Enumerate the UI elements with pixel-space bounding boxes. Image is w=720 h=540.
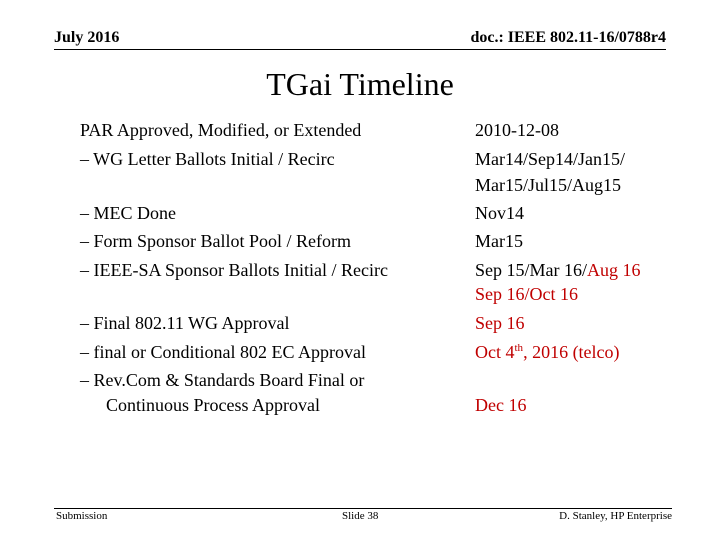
slide-title: TGai Timeline [266, 66, 454, 102]
date-ec-suffix: th [514, 342, 524, 354]
header-date: July 2016 [54, 29, 120, 46]
footer-author: D. Stanley, HP Enterprise [559, 510, 672, 522]
footer-rule [54, 508, 672, 509]
date-par: 2010-12-08 [475, 120, 559, 140]
header-doc-id: doc.: IEEE 802.11-16/0788r4 [470, 29, 666, 46]
date-sa-ballots-new: Aug 16 [587, 260, 641, 280]
footer-submission: Submission [56, 510, 108, 522]
item-pool: – Form Sponsor Ballot Pool / Reform [80, 231, 352, 251]
date-sa-ballots-done: Sep 15/Mar 16/ [475, 260, 587, 280]
footer-slide-number: Slide 38 [342, 510, 379, 522]
date-wg-ballots-cont: Mar15/Jul15/Aug15 [475, 175, 621, 195]
date-wg-final: Sep 16 [475, 313, 525, 333]
item-wg-final: – Final 802.11 WG Approval [80, 313, 290, 333]
date-ec-approval [475, 339, 620, 365]
item-mec: – MEC Done [80, 203, 176, 223]
item-sa-ballots: – IEEE-SA Sponsor Ballots Initial / Recirc [80, 260, 388, 280]
date-sa-ballots-cont: Sep 16/Oct 16 [475, 284, 578, 304]
item-revcom-cont: Continuous Process Approval [106, 395, 320, 415]
date-sa-ballots [475, 257, 641, 283]
header-rule [54, 49, 666, 50]
item-revcom: – Rev.Com & Standards Board Final or [80, 370, 365, 390]
date-mec: Nov14 [475, 203, 524, 223]
item-wg-ballots: – WG Letter Ballots Initial / Recirc [80, 149, 335, 169]
item-par: PAR Approved, Modified, or Extended [80, 120, 362, 140]
date-pool: Mar15 [475, 231, 523, 251]
date-revcom: Dec 16 [475, 395, 527, 415]
date-wg-ballots: Mar14/Sep14/Jan15/ [475, 149, 625, 169]
date-ec-day: Oct 4 [475, 342, 515, 362]
item-ec-approval: – final or Conditional 802 EC Approval [80, 342, 366, 362]
date-ec-rest: , 2016 (telco) [523, 342, 620, 362]
